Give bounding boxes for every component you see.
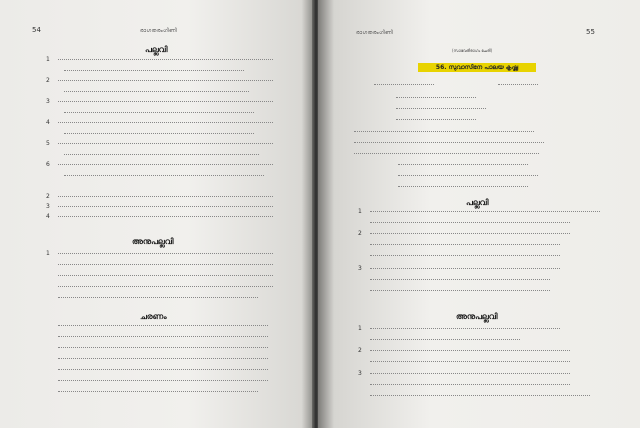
- notation-line: [370, 290, 550, 295]
- notation-line: [58, 59, 273, 64]
- notation-line: [58, 275, 273, 280]
- left-heading-anupallavi: അനുപല്ലവി: [132, 237, 174, 246]
- left-page-number: 54: [32, 26, 41, 34]
- notation-line: [370, 222, 570, 227]
- line-number: 2: [358, 230, 362, 237]
- left-running-title: രാഗതരംഗിണി: [140, 28, 178, 34]
- notation-line: [58, 253, 273, 258]
- notation-line: [58, 369, 268, 374]
- meta-line: [498, 84, 538, 89]
- line-number: 1: [358, 208, 362, 215]
- notation-line: [370, 244, 560, 249]
- notation-line: [58, 286, 273, 291]
- notation-line: [370, 268, 560, 273]
- meta-line: [396, 119, 476, 124]
- notation-line: [64, 70, 244, 75]
- line-number: 1: [46, 250, 50, 257]
- notation-line: [370, 395, 590, 400]
- meta-line: [354, 142, 544, 147]
- notation-line: [58, 216, 273, 221]
- notation-line: [58, 101, 273, 106]
- notation-line: [58, 143, 273, 148]
- notation-line: [58, 196, 273, 201]
- meta-line: [396, 97, 476, 102]
- notation-line: [58, 264, 273, 269]
- raga-subtitle: (സാവേരീരാഗം ചേരി): [452, 48, 493, 53]
- notation-line: [370, 373, 570, 378]
- right-page-number: 55: [586, 28, 595, 36]
- notation-line: [370, 350, 570, 355]
- notation-line: [64, 175, 264, 180]
- notation-line: [370, 328, 560, 333]
- notation-line: [58, 122, 273, 127]
- meta-line: [398, 175, 538, 180]
- left-heading-pallavi: പല്ലവി: [145, 45, 168, 54]
- notation-line: [58, 297, 258, 302]
- notation-line: [58, 358, 268, 363]
- line-number: 4: [46, 119, 50, 126]
- notation-line: [58, 325, 268, 330]
- notation-line: [64, 91, 249, 96]
- line-number: 6: [46, 161, 50, 168]
- right-heading-anupallavi: അനുപല്ലവി: [456, 312, 498, 321]
- meta-line: [374, 84, 434, 89]
- notation-line: [370, 339, 520, 344]
- notation-line: [64, 154, 259, 159]
- notation-line: [58, 380, 268, 385]
- line-number: 3: [46, 98, 50, 105]
- line-number: 1: [358, 325, 362, 332]
- meta-line: [398, 164, 528, 169]
- notation-line: [58, 347, 268, 352]
- left-heading-charanam: ചരണം: [140, 312, 167, 321]
- notation-line: [64, 112, 254, 117]
- meta-line: [398, 186, 528, 191]
- notation-line: [58, 391, 258, 396]
- meta-line: [396, 108, 486, 113]
- meta-line: [354, 131, 534, 136]
- line-number: 5: [46, 140, 50, 147]
- line-number: 2: [46, 77, 50, 84]
- notation-line: [58, 336, 268, 341]
- left-page: [0, 0, 314, 428]
- notation-line: [64, 133, 254, 138]
- notation-line: [370, 384, 570, 389]
- line-number: 4: [46, 213, 50, 220]
- notation-line: [370, 361, 570, 366]
- right-page: [318, 0, 640, 428]
- line-number: 2: [358, 347, 362, 354]
- meta-line: [354, 153, 539, 158]
- notation-line: [58, 206, 273, 211]
- notation-line: [58, 80, 273, 85]
- notation-line: [370, 255, 560, 260]
- line-number: 3: [358, 370, 362, 377]
- line-number: 2: [46, 193, 50, 200]
- right-running-title: രാഗതരംഗിണി: [356, 30, 394, 36]
- notation-line: [370, 233, 570, 238]
- notation-line: [58, 164, 273, 169]
- line-number: 1: [46, 56, 50, 63]
- line-number: 3: [358, 265, 362, 272]
- line-number: 3: [46, 203, 50, 210]
- notation-line: [370, 211, 600, 216]
- song-title: 56. സുവാസിനേ പാലയ കൃഷ്ണ: [418, 63, 536, 72]
- right-heading-pallavi: പല്ലവി: [466, 198, 489, 207]
- notation-line: [370, 279, 550, 284]
